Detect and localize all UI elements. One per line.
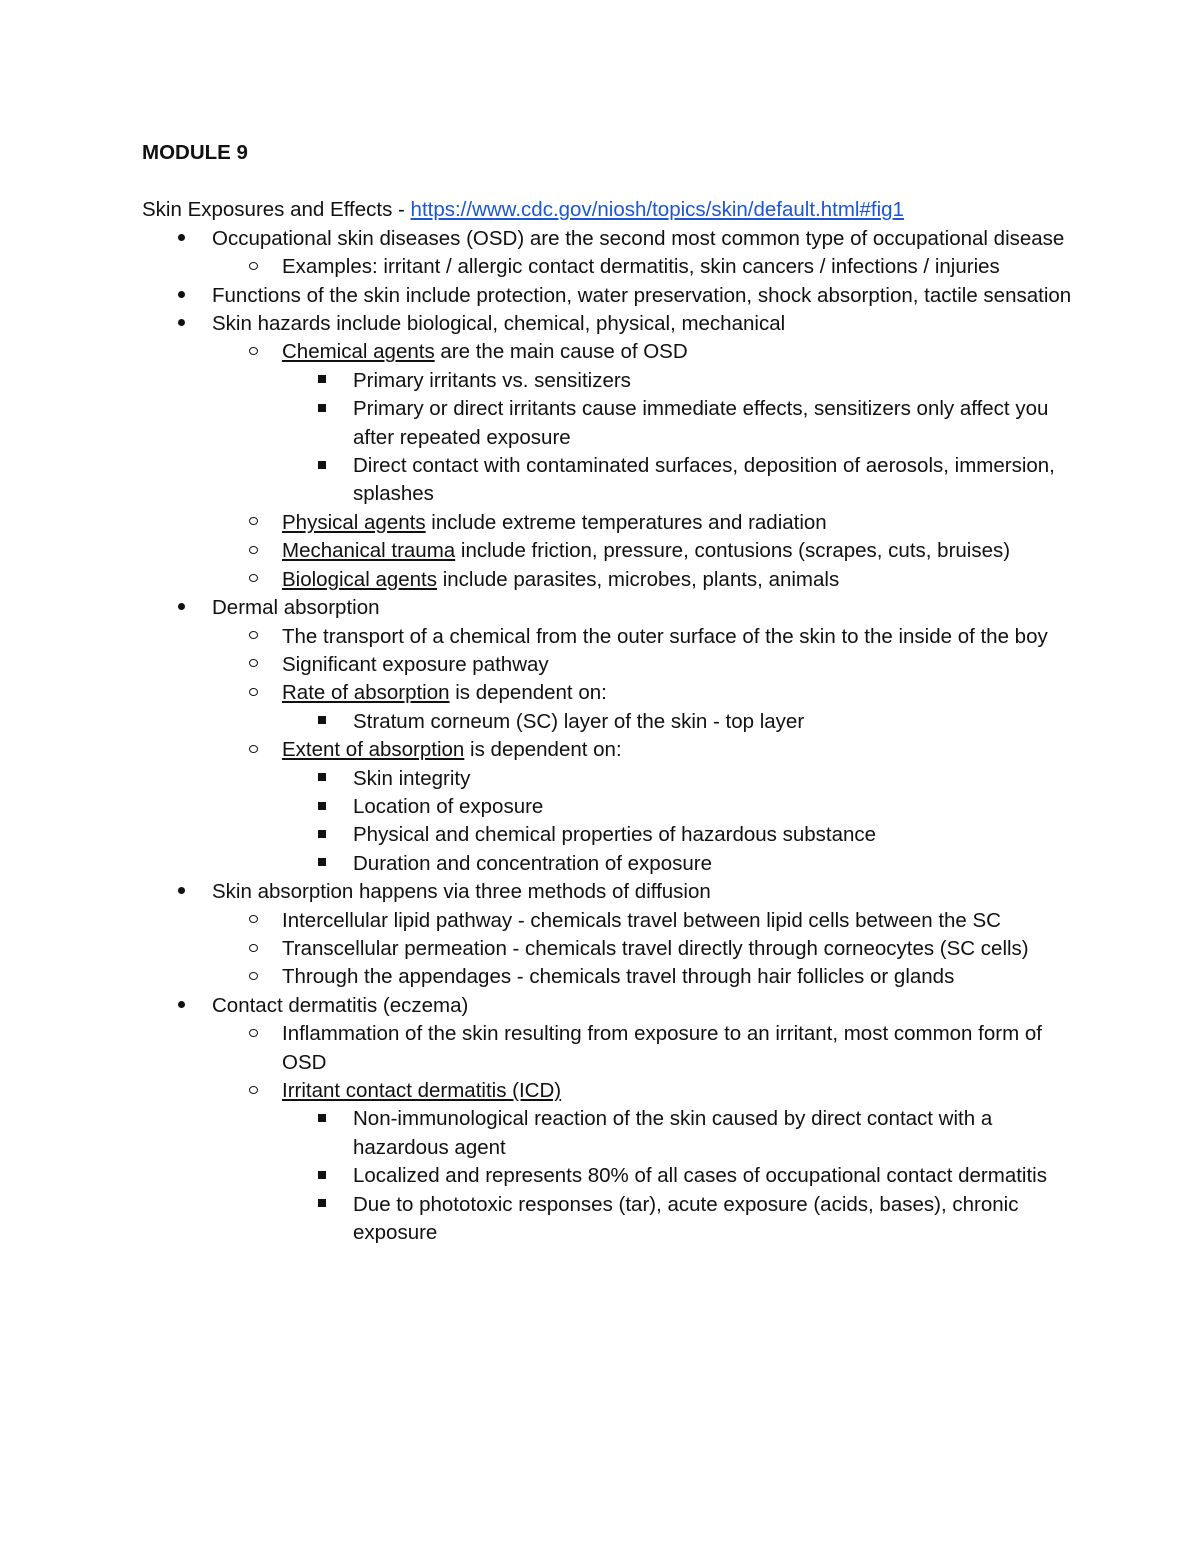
- item-text: Skin absorption happens via three methods of diffusion: [212, 880, 711, 904]
- item-text: Physical and chemical properties of hazardous substance: [353, 823, 877, 847]
- underlined-term: Chemical agents: [282, 340, 435, 364]
- item-text: Intercellular lipid pathway - chemicals travel between lipid cells between the SC: [282, 908, 1001, 932]
- list-item: [142, 509, 1072, 537]
- notes-list: [142, 225, 1072, 1248]
- list-item: [142, 736, 1072, 764]
- list-item: [142, 1162, 1072, 1190]
- list-item: [142, 282, 1072, 310]
- list-item: [142, 225, 1072, 253]
- list-item: [142, 1191, 1072, 1248]
- list-item: [142, 395, 1072, 452]
- bullet-square-icon: [318, 1105, 326, 1133]
- list-item: [142, 992, 1072, 1020]
- bullet-disc-icon: [178, 310, 185, 338]
- bullet-square-icon: [318, 1191, 326, 1219]
- item-text: Skin integrity: [353, 766, 471, 790]
- bullet-circle-icon: [249, 963, 258, 991]
- cdc-link[interactable]: https://www.cdc.gov/niosh/topics/skin/default.html#fig1: [410, 198, 904, 222]
- list-item: [142, 878, 1072, 906]
- bullet-square-icon: [318, 821, 326, 849]
- item-text: Through the appendages - chemicals travel through hair follicles or glands: [282, 965, 955, 989]
- bullet-disc-icon: [178, 992, 185, 1020]
- list-item: [142, 963, 1072, 991]
- item-text: Transcellular permeation - chemicals travel directly through corneocytes (SC cells): [282, 936, 1029, 960]
- list-item: [142, 452, 1072, 509]
- bullet-circle-icon: [249, 338, 258, 366]
- list-item: [142, 594, 1072, 622]
- bullet-circle-icon: [249, 1077, 258, 1105]
- bullet-circle-icon: [249, 623, 258, 651]
- item-text: include parasites, microbes, plants, animals: [437, 567, 840, 591]
- list-item: [142, 765, 1072, 793]
- list-item: [142, 1105, 1072, 1162]
- list-item: [142, 907, 1072, 935]
- item-text: Primary or direct irritants cause immediate effects, sensitizers only affect you after repeated exposure: [353, 397, 1049, 449]
- list-item: [142, 1077, 1072, 1105]
- bullet-circle-icon: [249, 736, 258, 764]
- item-text: The transport of a chemical from the outer surface of the skin to the inside of the boy: [282, 624, 1048, 648]
- list-item: [142, 310, 1072, 338]
- bullet-circle-icon: [249, 907, 258, 935]
- underlined-term: Biological agents: [282, 567, 437, 591]
- list-item: [142, 1020, 1072, 1077]
- list-item: [142, 253, 1072, 281]
- list-item: [142, 793, 1072, 821]
- bullet-disc-icon: [178, 225, 185, 253]
- bullet-circle-icon: [249, 935, 258, 963]
- underlined-term: Irritant contact dermatitis (ICD): [282, 1079, 562, 1102]
- bullet-square-icon: [318, 850, 326, 878]
- item-text: is dependent on:: [449, 681, 607, 705]
- item-text: Dermal absorption: [212, 596, 380, 620]
- item-text: Duration and concentration of exposure: [353, 851, 712, 875]
- item-text: Inflammation of the skin resulting from exposure to an irritant, most common form of OSD: [282, 1022, 1042, 1074]
- bullet-square-icon: [318, 765, 326, 793]
- bullet-circle-icon: [249, 253, 258, 281]
- underlined-term: Extent of absorption: [282, 738, 465, 762]
- item-text: Functions of the skin include protection, water preservation, shock absorption, tactile sensation: [212, 283, 1072, 307]
- bullet-circle-icon: [249, 1020, 258, 1048]
- item-text: Occupational skin diseases (OSD) are the second most common type of occupational disease: [212, 226, 1065, 250]
- list-item: [142, 821, 1072, 849]
- bullet-circle-icon: [249, 509, 258, 537]
- bullet-disc-icon: [178, 594, 185, 622]
- underlined-term: Mechanical trauma: [282, 539, 456, 563]
- list-item: [142, 367, 1072, 395]
- list-item: [142, 679, 1072, 707]
- bullet-circle-icon: [249, 679, 258, 707]
- item-text: Location of exposure: [353, 794, 544, 818]
- underlined-term: Physical agents: [282, 510, 426, 534]
- underlined-term: Rate of absorption: [282, 681, 450, 705]
- list-item: [142, 651, 1072, 679]
- intro-line: [142, 196, 1072, 224]
- list-item: [142, 338, 1072, 366]
- bullet-disc-icon: [178, 878, 185, 906]
- list-item: [142, 708, 1072, 736]
- item-text: is dependent on:: [464, 738, 622, 762]
- item-text: Contact dermatitis (eczema): [212, 993, 469, 1017]
- bullet-square-icon: [318, 395, 326, 423]
- list-item: [142, 537, 1072, 565]
- item-text: Skin hazards include biological, chemical, physical, mechanical: [212, 312, 786, 336]
- item-text: Direct contact with contaminated surfaces, deposition of aerosols, immersion, splashes: [353, 454, 1055, 506]
- item-text: Significant exposure pathway: [282, 652, 549, 676]
- item-text: Stratum corneum (SC) layer of the skin - top layer: [353, 709, 805, 733]
- item-text: Non-immunological reaction of the skin caused by direct contact with a hazardous agent: [353, 1107, 993, 1159]
- bullet-square-icon: [318, 793, 326, 821]
- item-text: Localized and represents 80% of all cases of occupational contact dermatitis: [353, 1164, 1047, 1188]
- item-text: Examples: irritant / allergic contact dermatitis, skin cancers / infections / injuries: [282, 255, 1000, 279]
- bullet-square-icon: [318, 708, 326, 736]
- item-text: Due to phototoxic responses (tar), acute exposure (acids, bases), chronic exposure: [353, 1192, 1019, 1245]
- bullet-circle-icon: [249, 651, 258, 679]
- bullet-square-icon: [318, 367, 326, 395]
- list-item: [142, 623, 1072, 651]
- document-page: [142, 139, 1072, 1247]
- bullet-circle-icon: [249, 537, 258, 565]
- bullet-square-icon: [318, 1162, 326, 1190]
- item-text: include extreme temperatures and radiation: [425, 510, 827, 534]
- bullet-circle-icon: [249, 566, 258, 594]
- list-item: [142, 850, 1072, 878]
- item-text: include friction, pressure, contusions (scrapes, cuts, bruises): [455, 539, 1011, 563]
- bullet-disc-icon: [178, 282, 185, 310]
- list-item: [142, 566, 1072, 594]
- list-item: [142, 935, 1072, 963]
- intro-text: Skin Exposures and Effects -: [142, 198, 411, 222]
- module-title: MODULE 9: [142, 141, 248, 164]
- item-text: Primary irritants vs. sensitizers: [353, 368, 631, 392]
- bullet-square-icon: [318, 452, 326, 480]
- item-text: are the main cause of OSD: [434, 340, 688, 364]
